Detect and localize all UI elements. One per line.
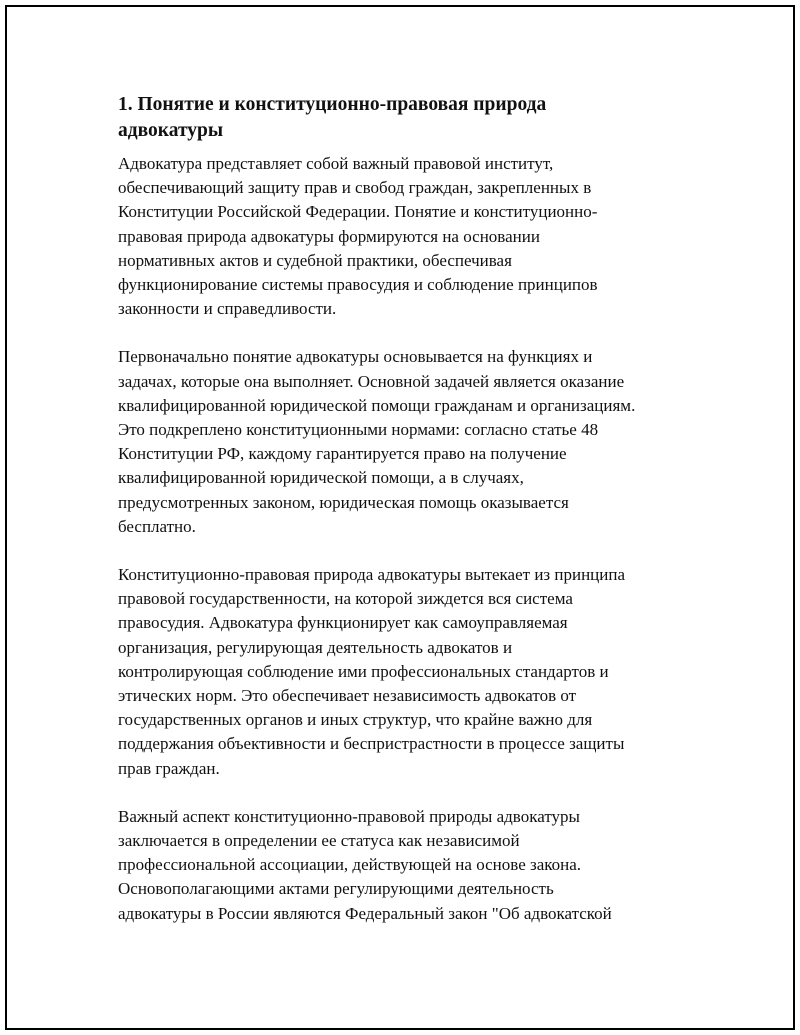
text-line: государственных органов и иных структур, что крайне важно для: [118, 710, 593, 730]
heading-line: адвокатуры: [118, 120, 224, 141]
text-line: Конституционно-правовая природа адвокатуры вытекает из принципа: [118, 565, 626, 585]
text-line: Конституции РФ, каждому гарантируется право на получение: [118, 444, 567, 464]
text-line: Основополагающими актами регулирующими деятельность: [118, 879, 554, 899]
paragraph-4: [118, 805, 678, 926]
text-line: адвокатуры в России являются Федеральный закон "Об адвокатской: [118, 903, 612, 923]
heading-line: 1. Понятие и конституционно-правовая природа: [118, 94, 547, 115]
paragraph-2: [118, 345, 678, 539]
text-line: Адвокатура представляет собой важный правовой институт,: [118, 154, 554, 173]
text-line: предусмотренных законом, юридическая помощь оказывается: [118, 492, 569, 512]
text-line: прав граждан.: [118, 758, 220, 778]
text-line: функционирование системы правосудия и соблюдение принципов: [118, 275, 598, 295]
paragraph-1: [118, 152, 678, 321]
text-line: обеспечивающий защиту прав и свобод граждан, закрепленных в: [118, 178, 592, 198]
paragraph-3: [118, 563, 678, 781]
text-line: нормативных актов и судебной практики, обеспечивая: [118, 250, 512, 270]
section-heading: [118, 92, 678, 144]
text-line: контролирующая соблюдение ими профессиональных стандартов и: [118, 661, 609, 681]
text-line: заключается в определении ее статуса как независимой: [118, 831, 520, 851]
text-line: Это подкреплено конституционными нормами: согласно статье 48: [118, 420, 599, 440]
text-line: правовая природа адвокатуры формируются на основании: [118, 226, 540, 246]
text-line: организация, регулирующая деятельность адвокатов и: [118, 637, 513, 657]
text-line: квалифицированной юридической помощи, а в случаях,: [118, 468, 524, 488]
text-line: правосудия. Адвокатура функционирует как самоуправляемая: [118, 613, 568, 633]
text-line: правовой государственности, на которой зиждется вся система: [118, 589, 573, 609]
text-line: этических норм. Это обеспечивает независимость адвокатов от: [118, 686, 577, 706]
text-line: Важный аспект конституционно-правовой природы адвокатуры: [118, 806, 580, 826]
text-line: Первоначально понятие адвокатуры основывается на функциях и: [118, 347, 593, 367]
text-line: Конституции Российской Федерации. Понятие и конституционно-: [118, 202, 598, 222]
text-line: законности и справедливости.: [118, 299, 337, 319]
text-line: поддержания объективности и беспристрастности в процессе защиты: [118, 734, 625, 754]
text-line: бесплатно.: [118, 516, 196, 536]
text-line: профессиональной ассоциации, действующей на основе закона.: [118, 855, 582, 875]
text-line: задачах, которые она выполняет. Основной задачей является оказание: [118, 371, 625, 391]
text-line: квалифицированной юридической помощи гражданам и организациям.: [118, 395, 636, 415]
document-body: [118, 92, 678, 950]
